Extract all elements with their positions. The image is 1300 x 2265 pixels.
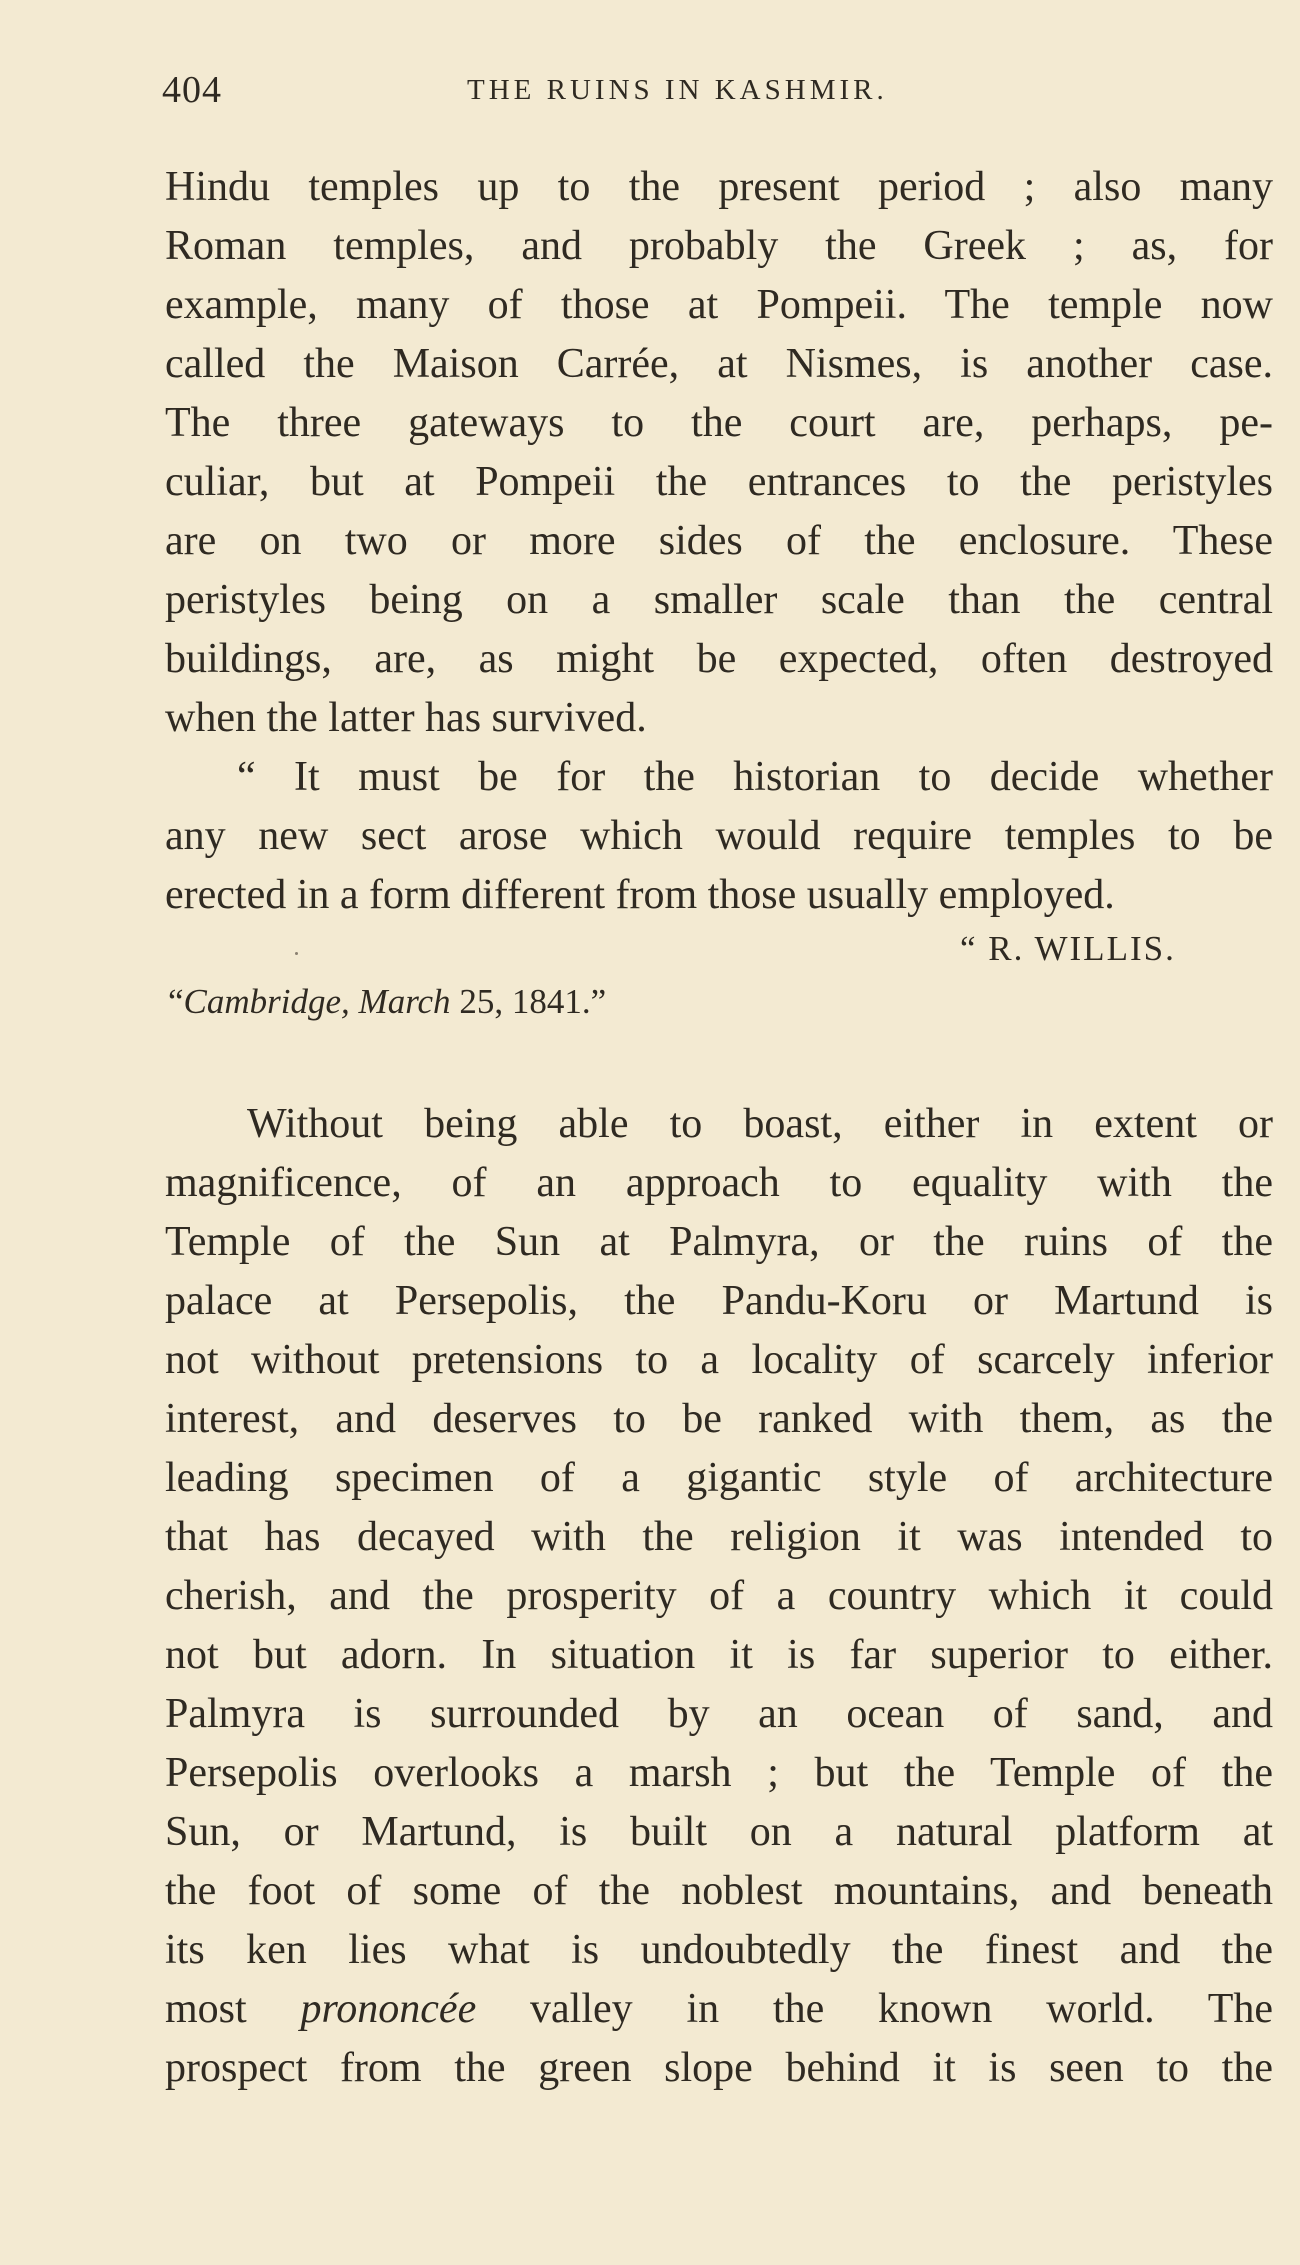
text-segment: valley in the known world. The bbox=[476, 1986, 1273, 2032]
dateline-date: 25, 1841.” bbox=[450, 982, 607, 1021]
text-line: “ It must be for the historian to decide whether bbox=[237, 754, 1273, 800]
text-line: Temple of the Sun at Palmyra, or the ruins of the bbox=[165, 1219, 1273, 1265]
text-line: Palmyra is surrounded by an ocean of sand, and bbox=[165, 1691, 1273, 1737]
dateline-place: Cambridge, March bbox=[183, 982, 451, 1021]
text-line: any new sect arose which would require temples to be bbox=[165, 813, 1273, 859]
running-head: THE RUINS IN KASHMIR. bbox=[467, 74, 888, 106]
text-line: called the Maison Carrée, at Nismes, is another case. bbox=[165, 341, 1273, 387]
text-line: erected in a form different from those usually employed. bbox=[165, 872, 1115, 918]
text-line: Persepolis overlooks a marsh ; but the Temple of the bbox=[165, 1750, 1273, 1796]
text-segment: most bbox=[165, 1986, 301, 2032]
text-line: its ken lies what is undoubtedly the finest and the bbox=[165, 1927, 1273, 1973]
text-line: interest, and deserves to be ranked with them, as the bbox=[165, 1396, 1273, 1442]
text-line: not without pretensions to a locality of scarcely inferior bbox=[165, 1337, 1273, 1383]
text-line: leading specimen of a gigantic style of architecture bbox=[165, 1455, 1273, 1501]
text-line: Hindu temples up to the present period ; also many bbox=[165, 164, 1273, 210]
text-line: culiar, but at Pompeii the entrances to the peristyles bbox=[165, 459, 1273, 505]
ink-speck bbox=[295, 952, 298, 955]
text-line: not but adorn. In situation it is far superior to either. bbox=[165, 1632, 1273, 1678]
text-line: are on two or more sides of the enclosure. These bbox=[165, 518, 1273, 564]
text-line: Without being able to boast, either in extent or bbox=[247, 1101, 1273, 1147]
text-line: prospect from the green slope behind it is seen to the bbox=[165, 2045, 1273, 2091]
page-header bbox=[162, 68, 1275, 118]
text-line: palace at Persepolis, the Pandu-Koru or Martund is bbox=[165, 1278, 1273, 1324]
letter-signature: “ R. WILLIS. bbox=[960, 929, 1176, 968]
text-line: buildings, are, as might be expected, often destroyed bbox=[165, 636, 1273, 682]
letter-dateline bbox=[168, 982, 606, 1022]
dateline-open-quote: “ bbox=[168, 982, 184, 1021]
italic-word: prononcée bbox=[300, 1986, 477, 2032]
page-number: 404 bbox=[162, 69, 222, 111]
text-line: peristyles being on a smaller scale than the central bbox=[165, 577, 1273, 623]
text-line: the foot of some of the noblest mountains, and beneath bbox=[165, 1868, 1273, 1914]
text-line bbox=[165, 1980, 1273, 2039]
text-line: The three gateways to the court are, perhaps, pe- bbox=[165, 400, 1273, 446]
paragraph-2 bbox=[165, 1095, 1273, 2098]
paragraph-1 bbox=[165, 158, 1273, 925]
text-line: Sun, or Martund, is built on a natural platform at bbox=[165, 1809, 1273, 1855]
text-line: example, many of those at Pompeii. The temple now bbox=[165, 282, 1273, 328]
text-line: when the latter has survived. bbox=[165, 695, 647, 741]
text-line: cherish, and the prosperity of a country which it could bbox=[165, 1573, 1273, 1619]
text-line: magnificence, of an approach to equality with the bbox=[165, 1160, 1273, 1206]
text-line: Roman temples, and probably the Greek ; as, for bbox=[165, 223, 1273, 269]
text-line: that has decayed with the religion it was intended to bbox=[165, 1514, 1273, 1560]
